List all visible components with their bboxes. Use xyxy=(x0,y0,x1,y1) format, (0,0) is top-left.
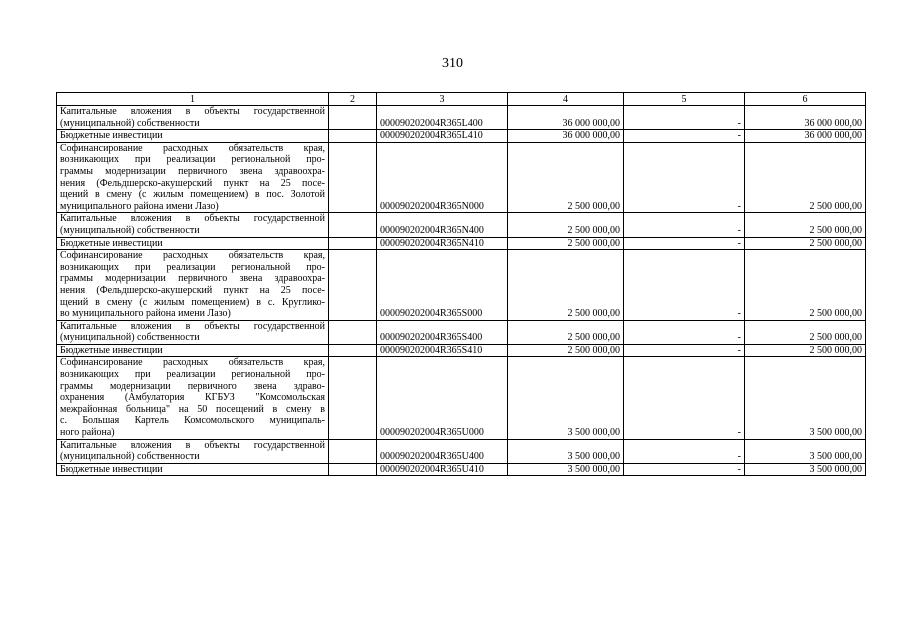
expense-name-line: с. Большая Картель Комсомольского муниципаль- xyxy=(60,415,325,427)
table-row xyxy=(57,106,866,130)
column-5-cell: - xyxy=(624,320,745,344)
amount-cell: 3 500 000,00 xyxy=(508,439,624,463)
column-header-4: 4 xyxy=(508,93,624,106)
table-row xyxy=(57,130,866,143)
amount-cell: 2 500 000,00 xyxy=(508,344,624,357)
budget-code-cell: 000090202004R365N400 xyxy=(377,213,508,237)
column-2-cell xyxy=(329,142,377,213)
amount-cell: 3 500 000,00 xyxy=(508,463,624,476)
column-header-6: 6 xyxy=(745,93,866,106)
expense-name-line: Софинансирование расходных обязательств края, xyxy=(60,142,325,154)
table-row xyxy=(57,357,866,439)
expense-name-cell xyxy=(57,130,329,143)
expense-name-line: Бюджетные инвестиции xyxy=(60,237,163,249)
total-cell: 2 500 000,00 xyxy=(745,344,866,357)
budget-code-cell: 000090202004R365U400 xyxy=(377,439,508,463)
amount-cell: 2 500 000,00 xyxy=(508,237,624,250)
total-cell: 36 000 000,00 xyxy=(745,106,866,130)
expense-name-line: во муниципального района имени Лазо) xyxy=(60,308,231,320)
expense-name-line: граммы модернизации первичного звена здравоохра- xyxy=(60,273,325,285)
expense-name-line: охранения (Амбулатория КГБУЗ "Комсомольская xyxy=(60,392,325,404)
expense-name-line: Бюджетные инвестиции xyxy=(60,130,163,142)
expense-name-cell xyxy=(57,106,329,130)
expense-name-line: щений в смену (с жилым помещением) в пос. Золотой xyxy=(60,189,325,201)
column-5-cell: - xyxy=(624,250,745,321)
expense-name-line: граммы модернизации первичного звена здраво- xyxy=(60,380,325,392)
expense-name-line: нения (Фельдшерско-акушерский пункт на 25 посе- xyxy=(60,284,325,296)
table-body xyxy=(57,106,866,476)
expense-name-line: нения (Фельдшерско-акушерский пункт на 25 посе- xyxy=(60,177,325,189)
column-5-cell: - xyxy=(624,106,745,130)
budget-code-cell: 000090202004R365L400 xyxy=(377,106,508,130)
amount-cell: 2 500 000,00 xyxy=(508,250,624,321)
total-cell: 3 500 000,00 xyxy=(745,463,866,476)
total-cell: 36 000 000,00 xyxy=(745,130,866,143)
column-2-cell xyxy=(329,439,377,463)
budget-code-cell: 000090202004R365U000 xyxy=(377,357,508,439)
expense-name-cell xyxy=(57,142,329,213)
expense-name-line: Софинансирование расходных обязательств края, xyxy=(60,357,325,369)
amount-cell: 2 500 000,00 xyxy=(508,320,624,344)
expense-name-line: Капитальные вложения в объекты государственной xyxy=(60,320,325,332)
column-2-cell xyxy=(329,463,377,476)
expense-name-cell xyxy=(57,439,329,463)
total-cell: 2 500 000,00 xyxy=(745,320,866,344)
expense-name-line: возникающих при реализации региональной про- xyxy=(60,154,325,166)
expense-name-line: возникающих при реализации региональной про- xyxy=(60,369,325,381)
table-row xyxy=(57,237,866,250)
column-5-cell: - xyxy=(624,357,745,439)
table-row xyxy=(57,463,866,476)
column-header-5: 5 xyxy=(624,93,745,106)
total-cell: 3 500 000,00 xyxy=(745,357,866,439)
expense-name-line: Софинансирование расходных обязательств края, xyxy=(60,250,325,262)
budget-table xyxy=(56,92,866,476)
budget-code-cell: 000090202004R365N410 xyxy=(377,237,508,250)
table-row xyxy=(57,213,866,237)
column-2-cell xyxy=(329,357,377,439)
expense-name-line: межрайонная больница" на 50 посещений в смену в xyxy=(60,403,325,415)
expense-name-line: Бюджетные инвестиции xyxy=(60,463,163,475)
column-5-cell: - xyxy=(624,142,745,213)
column-2-cell xyxy=(329,106,377,130)
expense-name-line: (муниципальной) собственности xyxy=(60,224,200,236)
column-5-cell: - xyxy=(624,439,745,463)
amount-cell: 2 500 000,00 xyxy=(508,142,624,213)
column-2-cell xyxy=(329,130,377,143)
table-row xyxy=(57,344,866,357)
column-header-3: 3 xyxy=(377,93,508,106)
expense-name-cell xyxy=(57,237,329,250)
column-2-cell xyxy=(329,320,377,344)
total-cell: 2 500 000,00 xyxy=(745,213,866,237)
budget-code-cell: 000090202004R365S410 xyxy=(377,344,508,357)
column-2-cell xyxy=(329,213,377,237)
table-row xyxy=(57,142,866,213)
column-2-cell xyxy=(329,250,377,321)
expense-name-line: граммы модернизации первичного звена здравоохра- xyxy=(60,165,325,177)
expense-name-line: Бюджетные инвестиции xyxy=(60,344,163,356)
amount-cell: 36 000 000,00 xyxy=(508,106,624,130)
expense-name-line: (муниципальной) собственности xyxy=(60,332,200,344)
column-5-cell: - xyxy=(624,213,745,237)
table-row xyxy=(57,320,866,344)
expense-name-line: (муниципальной) собственности xyxy=(60,117,200,129)
column-number-row xyxy=(57,93,866,106)
budget-code-cell: 000090202004R365S000 xyxy=(377,250,508,321)
expense-name-line: ного района) xyxy=(60,427,115,439)
expense-name-line: муниципального района имени Лазо) xyxy=(60,200,219,212)
expense-name-line: возникающих при реализации региональной про- xyxy=(60,261,325,273)
column-2-cell xyxy=(329,344,377,357)
expense-name-line: Капитальные вложения в объекты государственной xyxy=(60,213,325,225)
total-cell: 2 500 000,00 xyxy=(745,250,866,321)
expense-name-line: (муниципальной) собственности xyxy=(60,451,200,463)
total-cell: 2 500 000,00 xyxy=(745,237,866,250)
expense-name-line: щений в смену (с жилым помещением) в с. Круглико- xyxy=(60,296,325,308)
budget-code-cell: 000090202004R365L410 xyxy=(377,130,508,143)
expense-name-cell xyxy=(57,250,329,321)
amount-cell: 2 500 000,00 xyxy=(508,213,624,237)
budget-code-cell: 000090202004R365S400 xyxy=(377,320,508,344)
expense-name-cell xyxy=(57,344,329,357)
amount-cell: 3 500 000,00 xyxy=(508,357,624,439)
budget-code-cell: 000090202004R365U410 xyxy=(377,463,508,476)
column-5-cell: - xyxy=(624,237,745,250)
page-number: 310 xyxy=(442,56,463,71)
expense-name-cell xyxy=(57,463,329,476)
column-5-cell: - xyxy=(624,344,745,357)
column-header-1: 1 xyxy=(57,93,329,106)
expense-name-cell xyxy=(57,320,329,344)
total-cell: 2 500 000,00 xyxy=(745,142,866,213)
total-cell: 3 500 000,00 xyxy=(745,439,866,463)
column-5-cell: - xyxy=(624,130,745,143)
expense-name-line: Капитальные вложения в объекты государственной xyxy=(60,439,325,451)
column-header-2: 2 xyxy=(329,93,377,106)
budget-code-cell: 000090202004R365N000 xyxy=(377,142,508,213)
expense-name-cell xyxy=(57,357,329,439)
expense-name-line: Капитальные вложения в объекты государственной xyxy=(60,106,325,117)
column-5-cell: - xyxy=(624,463,745,476)
table-row xyxy=(57,250,866,321)
amount-cell: 36 000 000,00 xyxy=(508,130,624,143)
expense-name-cell xyxy=(57,213,329,237)
column-2-cell xyxy=(329,237,377,250)
table-row xyxy=(57,439,866,463)
